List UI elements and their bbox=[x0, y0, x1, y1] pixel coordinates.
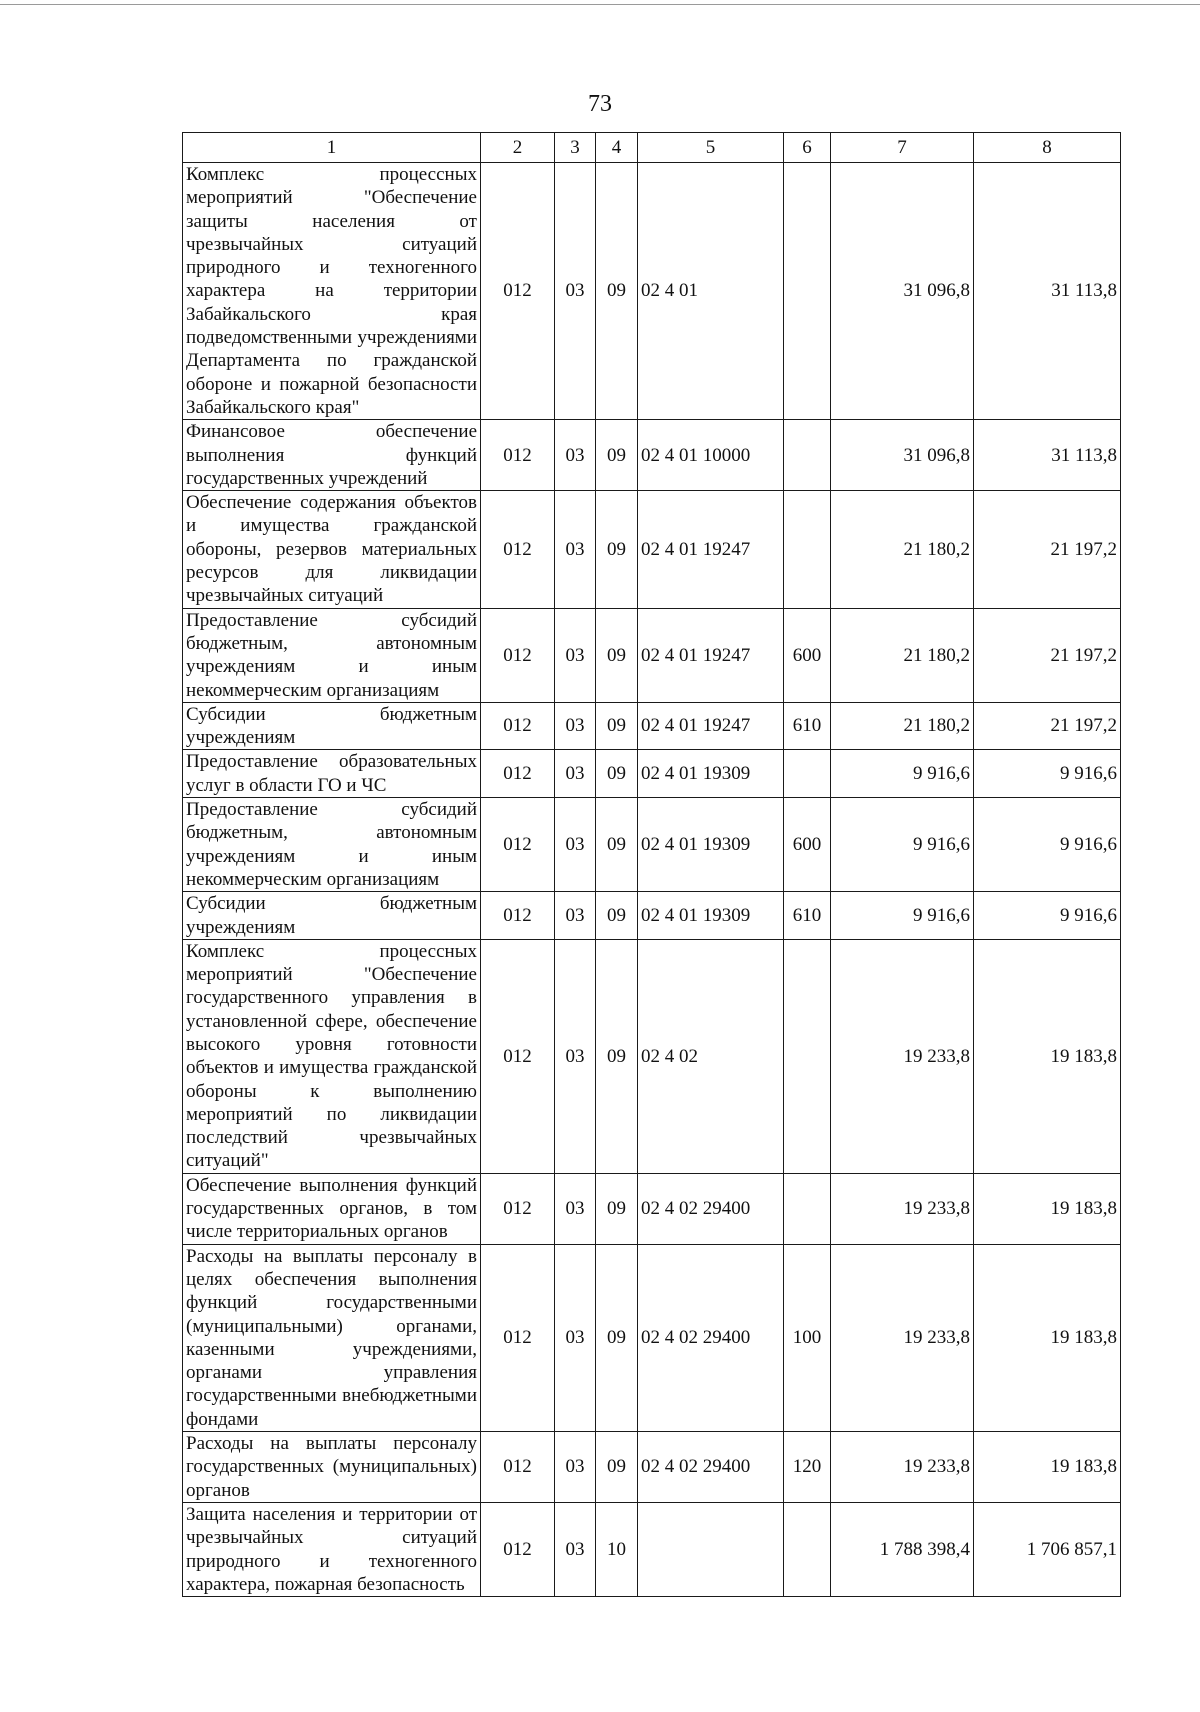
header-col-6: 6 bbox=[784, 133, 831, 163]
row-section: 03 bbox=[555, 1173, 596, 1244]
header-col-4: 4 bbox=[596, 133, 638, 163]
table-row bbox=[183, 892, 1121, 940]
row-grbs: 012 bbox=[481, 608, 555, 702]
row-grbs: 012 bbox=[481, 1502, 555, 1596]
row-target-code: 02 4 02 bbox=[638, 939, 784, 1173]
row-section: 03 bbox=[555, 750, 596, 798]
table-row bbox=[183, 1244, 1121, 1431]
row-sum-col8: 31 113,8 bbox=[974, 420, 1121, 491]
row-grbs: 012 bbox=[481, 491, 555, 608]
header-col-3: 3 bbox=[555, 133, 596, 163]
row-expense-type: 600 bbox=[784, 798, 831, 892]
row-grbs: 012 bbox=[481, 1432, 555, 1503]
row-target-code: 02 4 01 10000 bbox=[638, 420, 784, 491]
row-expense-type: 100 bbox=[784, 1244, 831, 1431]
row-expense-type bbox=[784, 163, 831, 420]
row-subsection: 09 bbox=[596, 1173, 638, 1244]
row-sum-col8: 19 183,8 bbox=[974, 1244, 1121, 1431]
row-subsection: 09 bbox=[596, 608, 638, 702]
row-name: Обеспечение выполнения функций государственных органов, в том числе территориальных органов bbox=[183, 1173, 481, 1244]
row-name: Комплекс процессных мероприятий "Обеспечение защиты населения от чрезвычайных ситуаций природного и техногенного характера на территории Забайкальского края подведомственными учреждениями Департамента по гражданской обороне и пожарной безопасности Забайкальского края" bbox=[183, 163, 481, 420]
row-sum-col7: 19 233,8 bbox=[831, 1244, 974, 1431]
row-sum-col7: 19 233,8 bbox=[831, 939, 974, 1173]
row-sum-col8: 1 706 857,1 bbox=[974, 1502, 1121, 1596]
table-row bbox=[183, 702, 1121, 750]
row-sum-col7: 9 916,6 bbox=[831, 750, 974, 798]
row-section: 03 bbox=[555, 608, 596, 702]
row-subsection: 09 bbox=[596, 420, 638, 491]
row-expense-type bbox=[784, 491, 831, 608]
page-number: 73 bbox=[588, 91, 612, 117]
row-subsection: 09 bbox=[596, 1244, 638, 1431]
table-row bbox=[183, 608, 1121, 702]
row-section: 03 bbox=[555, 798, 596, 892]
row-name: Предоставление субсидий бюджетным, автономным учреждениям и иным некоммерческим организациям bbox=[183, 608, 481, 702]
table-row bbox=[183, 1432, 1121, 1503]
row-name: Расходы на выплаты персоналу в целях обеспечения выполнения функций государственными (муниципальными) органами, казенными учреждениями, органами управления государственными внебюджетными фондами bbox=[183, 1244, 481, 1431]
row-expense-type bbox=[784, 420, 831, 491]
table-row bbox=[183, 1502, 1121, 1596]
row-target-code: 02 4 01 19309 bbox=[638, 798, 784, 892]
table-row bbox=[183, 163, 1121, 420]
row-grbs: 012 bbox=[481, 420, 555, 491]
row-expense-type bbox=[784, 1173, 831, 1244]
header-col-8: 8 bbox=[974, 133, 1121, 163]
table-row bbox=[183, 420, 1121, 491]
table-row bbox=[183, 939, 1121, 1173]
row-expense-type: 610 bbox=[784, 702, 831, 750]
row-section: 03 bbox=[555, 1432, 596, 1503]
table-row bbox=[183, 750, 1121, 798]
table-row bbox=[183, 798, 1121, 892]
row-name: Предоставление образовательных услуг в области ГО и ЧС bbox=[183, 750, 481, 798]
row-target-code: 02 4 01 19247 bbox=[638, 491, 784, 608]
row-grbs: 012 bbox=[481, 798, 555, 892]
row-subsection: 09 bbox=[596, 798, 638, 892]
row-expense-type bbox=[784, 750, 831, 798]
row-target-code: 02 4 01 19247 bbox=[638, 702, 784, 750]
row-section: 03 bbox=[555, 420, 596, 491]
row-subsection: 09 bbox=[596, 702, 638, 750]
row-section: 03 bbox=[555, 491, 596, 608]
row-section: 03 bbox=[555, 163, 596, 420]
scan-top-edge bbox=[0, 4, 1200, 5]
row-target-code bbox=[638, 1502, 784, 1596]
row-sum-col7: 21 180,2 bbox=[831, 702, 974, 750]
header-row bbox=[183, 133, 1121, 163]
row-sum-col8: 31 113,8 bbox=[974, 163, 1121, 420]
header-col-2: 2 bbox=[481, 133, 555, 163]
row-subsection: 09 bbox=[596, 750, 638, 798]
header-col-1: 1 bbox=[183, 133, 481, 163]
row-sum-col8: 21 197,2 bbox=[974, 608, 1121, 702]
row-subsection: 09 bbox=[596, 163, 638, 420]
row-subsection: 09 bbox=[596, 491, 638, 608]
row-name: Субсидии бюджетным учреждениям bbox=[183, 892, 481, 940]
row-expense-type bbox=[784, 1502, 831, 1596]
row-sum-col8: 21 197,2 bbox=[974, 491, 1121, 608]
row-expense-type bbox=[784, 939, 831, 1173]
row-section: 03 bbox=[555, 939, 596, 1173]
row-name: Субсидии бюджетным учреждениям bbox=[183, 702, 481, 750]
table-row bbox=[183, 491, 1121, 608]
row-sum-col7: 31 096,8 bbox=[831, 163, 974, 420]
row-expense-type: 600 bbox=[784, 608, 831, 702]
row-sum-col7: 1 788 398,4 bbox=[831, 1502, 974, 1596]
row-sum-col7: 19 233,8 bbox=[831, 1432, 974, 1503]
row-grbs: 012 bbox=[481, 163, 555, 420]
row-sum-col8: 19 183,8 bbox=[974, 1173, 1121, 1244]
header-col-7: 7 bbox=[831, 133, 974, 163]
row-subsection: 09 bbox=[596, 892, 638, 940]
row-sum-col7: 9 916,6 bbox=[831, 798, 974, 892]
row-grbs: 012 bbox=[481, 1244, 555, 1431]
row-name: Комплекс процессных мероприятий "Обеспечение государственного управления в установленной сфере, обеспечение высокого уровня готовности объектов и имущества гражданской обороны к выполнению мероприятий по ликвидации последствий чрезвычайных ситуаций" bbox=[183, 939, 481, 1173]
row-name: Обеспечение содержания объектов и имущества гражданской обороны, резервов материальных ресурсов для ликвидации чрезвычайных ситуаций bbox=[183, 491, 481, 608]
table-header bbox=[183, 133, 1121, 163]
row-target-code: 02 4 02 29400 bbox=[638, 1244, 784, 1431]
row-name: Защита населения и территории от чрезвычайных ситуаций природного и техногенного характера, пожарная безопасность bbox=[183, 1502, 481, 1596]
row-sum-col8: 9 916,6 bbox=[974, 798, 1121, 892]
row-expense-type: 610 bbox=[784, 892, 831, 940]
header-col-5: 5 bbox=[638, 133, 784, 163]
row-subsection: 09 bbox=[596, 1432, 638, 1503]
row-section: 03 bbox=[555, 1502, 596, 1596]
row-grbs: 012 bbox=[481, 702, 555, 750]
row-sum-col8: 9 916,6 bbox=[974, 892, 1121, 940]
row-section: 03 bbox=[555, 1244, 596, 1431]
row-sum-col8: 9 916,6 bbox=[974, 750, 1121, 798]
row-sum-col7: 21 180,2 bbox=[831, 608, 974, 702]
row-target-code: 02 4 01 19247 bbox=[638, 608, 784, 702]
row-grbs: 012 bbox=[481, 750, 555, 798]
row-sum-col8: 19 183,8 bbox=[974, 939, 1121, 1173]
row-target-code: 02 4 01 19309 bbox=[638, 750, 784, 798]
row-expense-type: 120 bbox=[784, 1432, 831, 1503]
table-row bbox=[183, 1173, 1121, 1244]
row-target-code: 02 4 01 19309 bbox=[638, 892, 784, 940]
row-target-code: 02 4 02 29400 bbox=[638, 1432, 784, 1503]
row-sum-col7: 19 233,8 bbox=[831, 1173, 974, 1244]
row-target-code: 02 4 02 29400 bbox=[638, 1173, 784, 1244]
row-sum-col7: 21 180,2 bbox=[831, 491, 974, 608]
row-target-code: 02 4 01 bbox=[638, 163, 784, 420]
row-sum-col7: 31 096,8 bbox=[831, 420, 974, 491]
row-section: 03 bbox=[555, 702, 596, 750]
budget-table bbox=[182, 132, 1121, 1597]
row-section: 03 bbox=[555, 892, 596, 940]
row-subsection: 10 bbox=[596, 1502, 638, 1596]
row-sum-col7: 9 916,6 bbox=[831, 892, 974, 940]
row-sum-col8: 19 183,8 bbox=[974, 1432, 1121, 1503]
row-name: Расходы на выплаты персоналу государственных (муниципальных) органов bbox=[183, 1432, 481, 1503]
row-grbs: 012 bbox=[481, 892, 555, 940]
row-sum-col8: 21 197,2 bbox=[974, 702, 1121, 750]
row-name: Предоставление субсидий бюджетным, автономным учреждениям и иным некоммерческим организациям bbox=[183, 798, 481, 892]
row-grbs: 012 bbox=[481, 939, 555, 1173]
row-subsection: 09 bbox=[596, 939, 638, 1173]
row-grbs: 012 bbox=[481, 1173, 555, 1244]
row-name: Финансовое обеспечение выполнения функций государственных учреждений bbox=[183, 420, 481, 491]
table-body bbox=[183, 163, 1121, 1597]
